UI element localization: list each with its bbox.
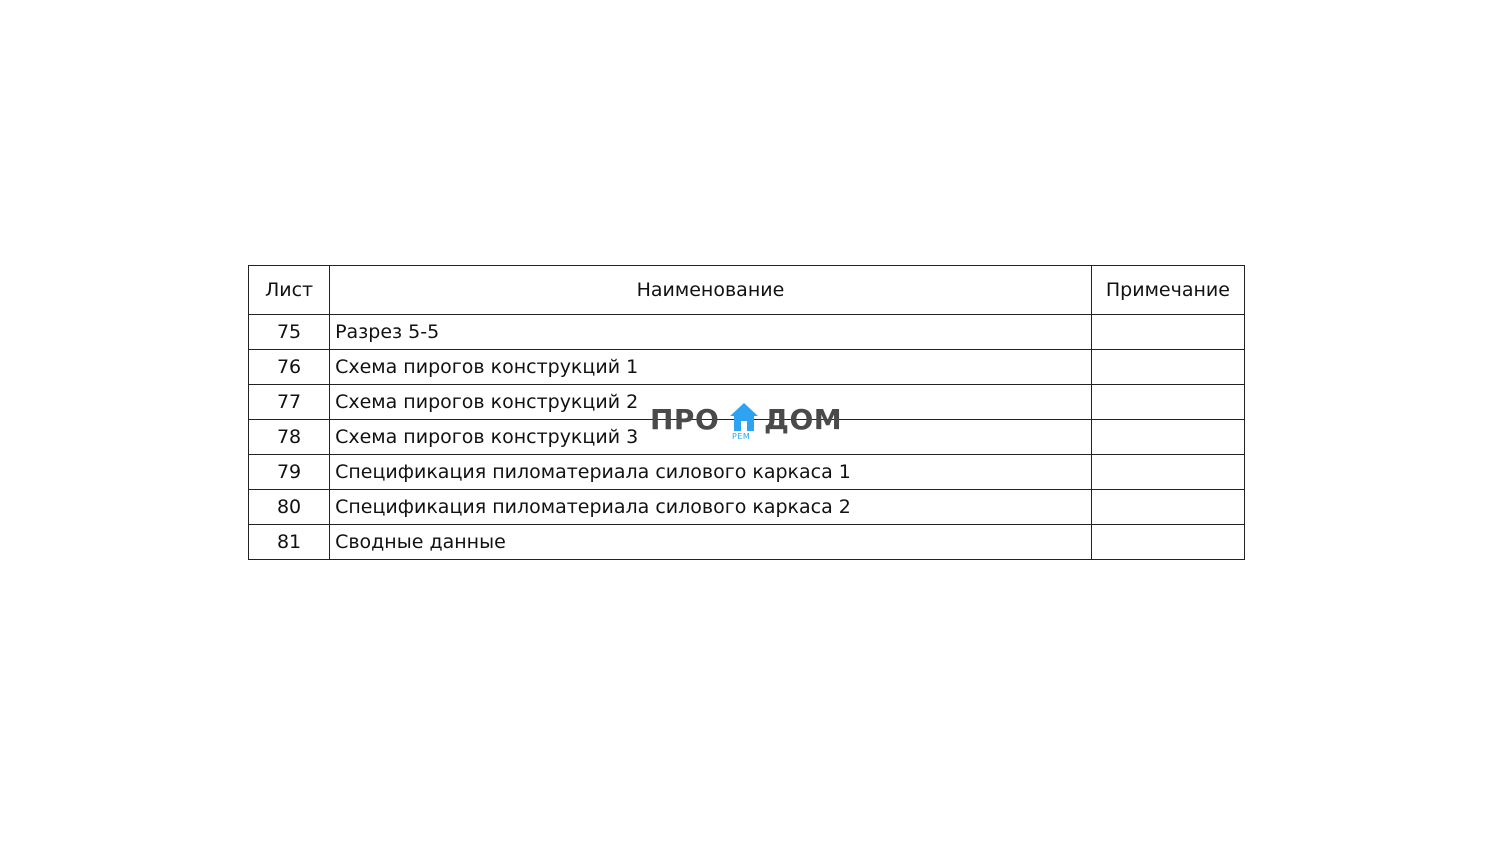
header-name: Наименование <box>330 266 1092 315</box>
sheet-note <box>1091 455 1244 490</box>
table-row <box>249 315 1245 350</box>
sheet-number: 80 <box>249 490 330 525</box>
table-row <box>249 525 1245 560</box>
sheet-list-table <box>248 265 1245 560</box>
watermark-sub-text: РЕМ <box>732 432 751 441</box>
sheet-name: Схема пирогов конструкций 3 <box>330 420 1092 455</box>
table-header <box>249 266 1245 315</box>
sheet-number: 79 <box>249 455 330 490</box>
sheet-number: 81 <box>249 525 330 560</box>
table-body <box>249 315 1245 560</box>
sheet-note <box>1091 490 1244 525</box>
header-row <box>249 266 1245 315</box>
sheet-name: Схема пирогов конструкций 1 <box>330 350 1092 385</box>
table-row <box>249 350 1245 385</box>
sheet-name: Разрез 5-5 <box>330 315 1092 350</box>
header-note: Примечание <box>1091 266 1244 315</box>
table-row <box>249 385 1245 420</box>
table-row <box>249 420 1245 455</box>
sheet-note <box>1091 385 1244 420</box>
sheet-name: Спецификация пиломатериала силового каркаса 2 <box>330 490 1092 525</box>
sheet-note <box>1091 525 1244 560</box>
sheet-name: Сводные данные <box>330 525 1092 560</box>
sheet-number: 78 <box>249 420 330 455</box>
watermark-left-text: ПРО <box>650 403 720 436</box>
watermark-right-text: ДОМ <box>764 403 843 436</box>
sheet-name: Схема пирогов конструкций 2 <box>330 385 1092 420</box>
table-row <box>249 490 1245 525</box>
header-sheet: Лист <box>249 266 330 315</box>
sheet-number: 75 <box>249 315 330 350</box>
sheet-note <box>1091 350 1244 385</box>
table-row <box>249 455 1245 490</box>
sheet-number: 76 <box>249 350 330 385</box>
sheet-name: Спецификация пиломатериала силового каркаса 1 <box>330 455 1092 490</box>
sheet-note <box>1091 420 1244 455</box>
sheet-note <box>1091 315 1244 350</box>
sheet-number: 77 <box>249 385 330 420</box>
